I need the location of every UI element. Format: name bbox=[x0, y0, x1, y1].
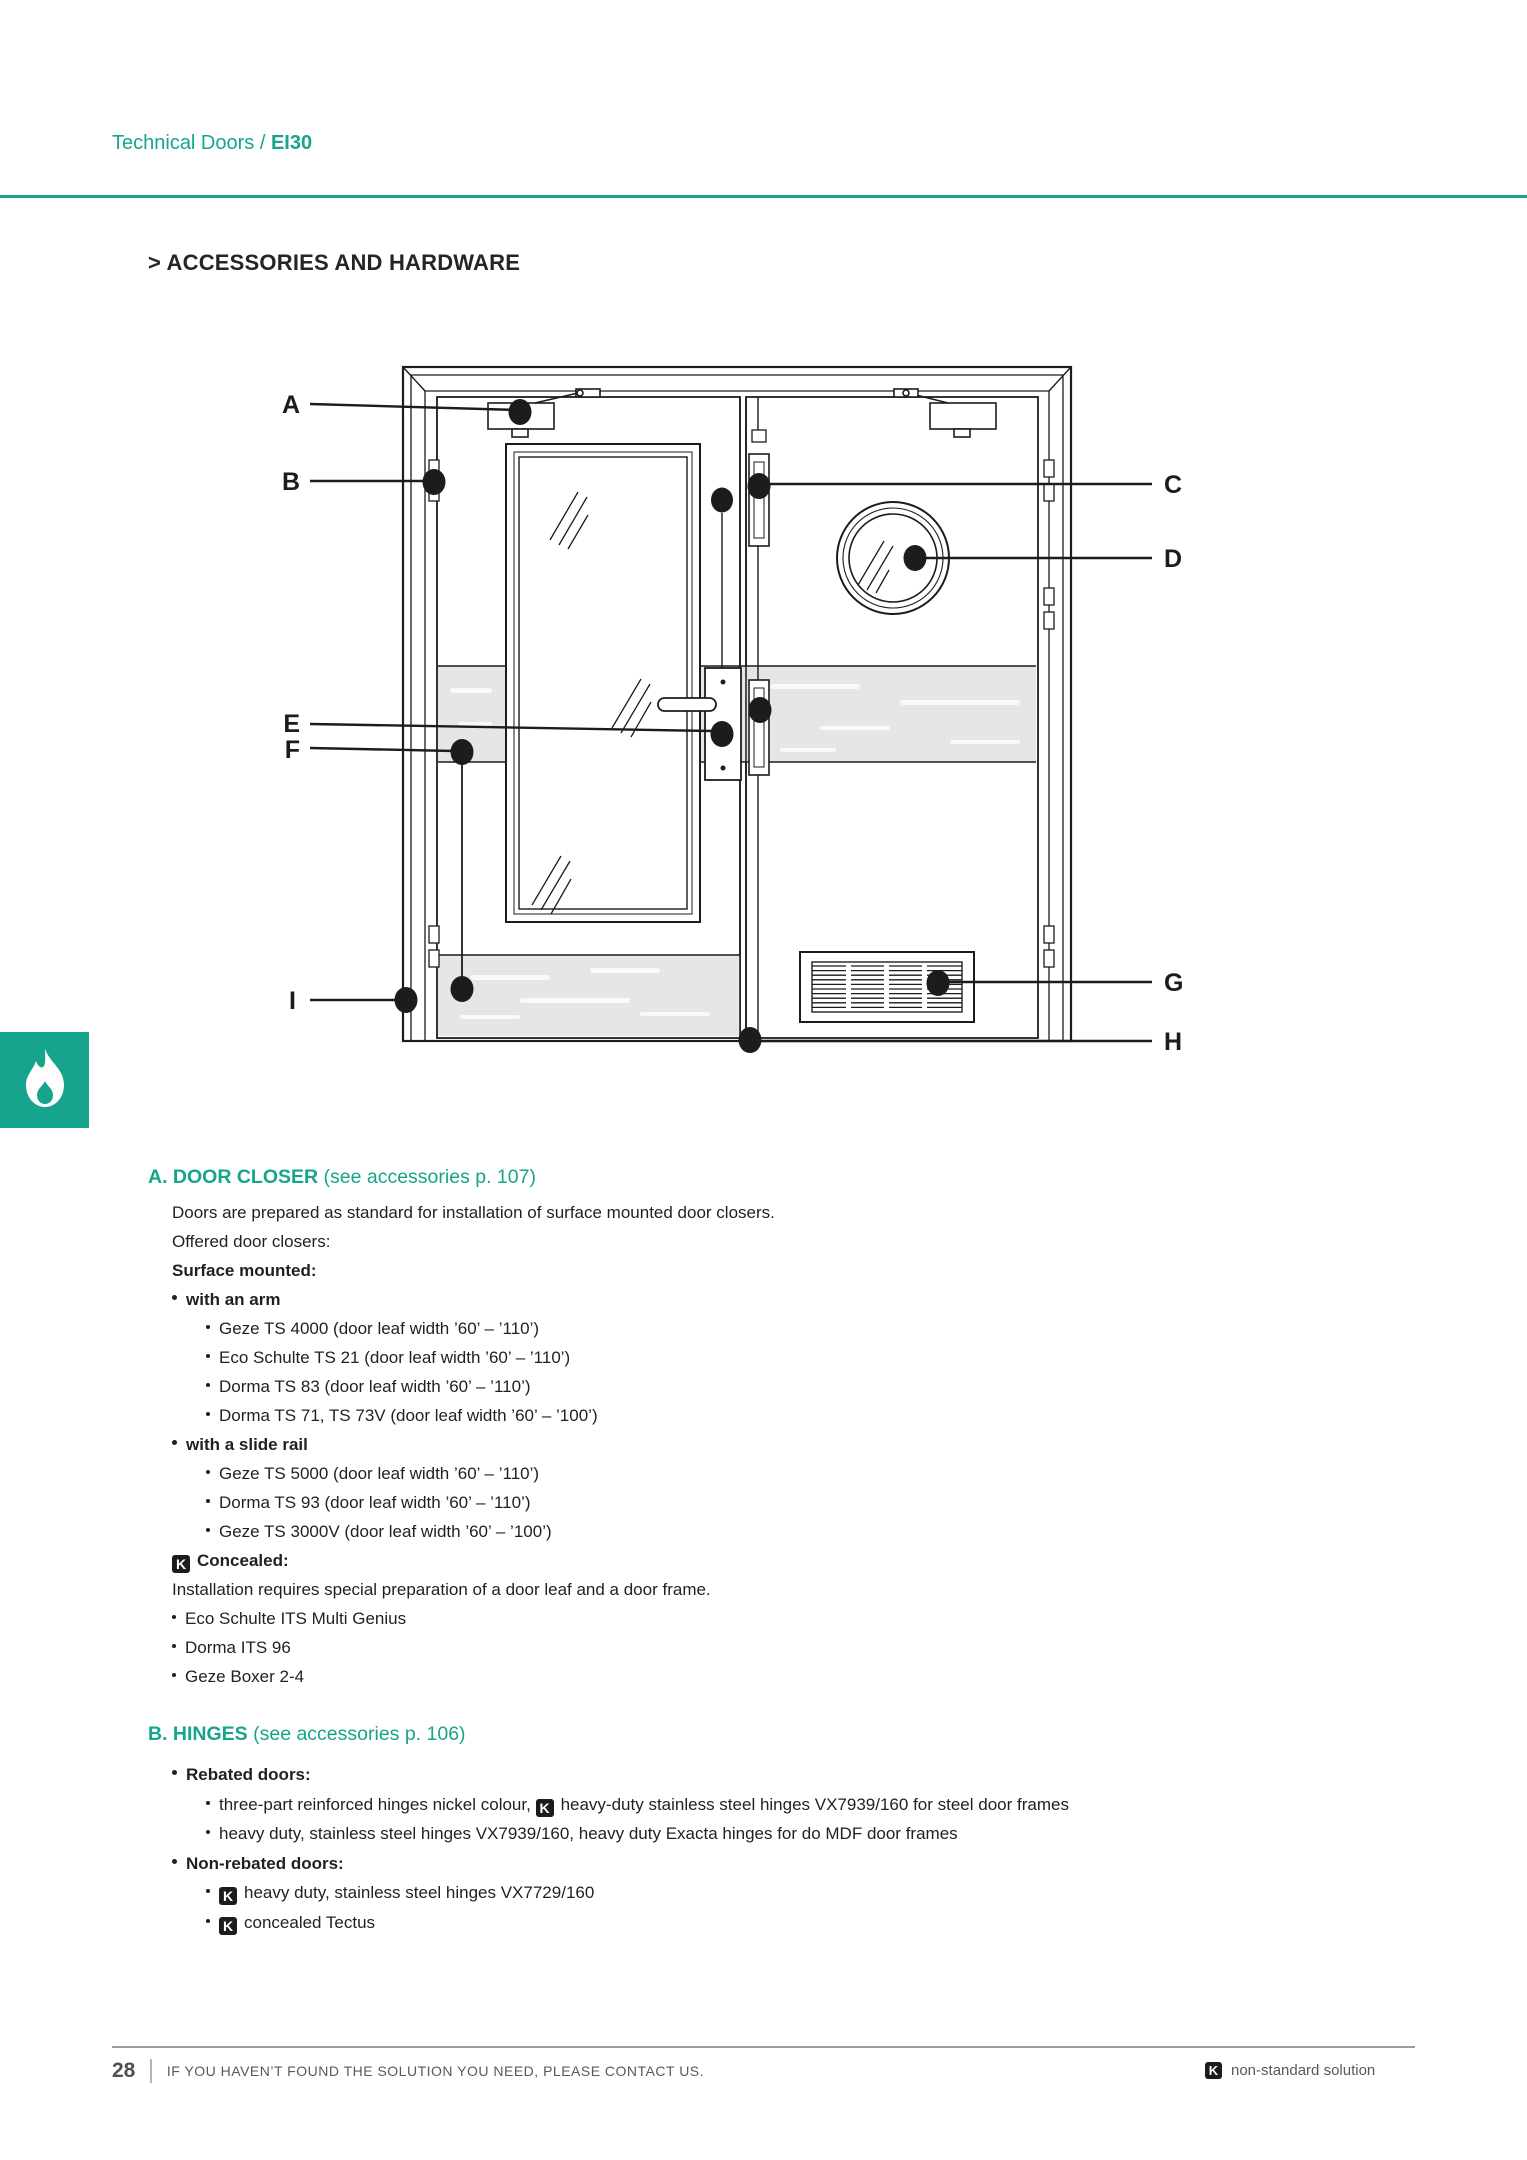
bullet-icon bbox=[172, 1770, 177, 1775]
bullet-icon bbox=[206, 1889, 210, 1893]
list-item: with an arm bbox=[172, 1285, 1452, 1314]
list-item: three-part reinforced hinges nickel colour, K heavy-duty stainless steel hinges VX7939/160 for steel door frames bbox=[172, 1790, 1452, 1820]
bullet-icon bbox=[206, 1801, 210, 1805]
bullet-icon bbox=[206, 1412, 210, 1416]
diagram-label-g: G bbox=[1164, 969, 1184, 997]
section-a-body bbox=[172, 1198, 1452, 1691]
list-item: Eco Schulte ITS Multi Genius bbox=[172, 1604, 1452, 1633]
list-item: K heavy duty, stainless steel hinges VX7729/160 bbox=[172, 1878, 1452, 1908]
bullet-icon bbox=[172, 1295, 177, 1300]
footer-bar bbox=[150, 2059, 152, 2083]
k-logo-icon: K bbox=[219, 1887, 237, 1905]
bullet-icon bbox=[172, 1859, 177, 1864]
bullet-icon bbox=[172, 1440, 177, 1445]
diagram-label-b: B bbox=[281, 468, 300, 496]
callout-line-a bbox=[310, 404, 518, 410]
list-item: Geze TS 4000 (door leaf width ’60’ – ’110’) bbox=[172, 1314, 1452, 1343]
bullet-icon bbox=[206, 1325, 210, 1329]
bullet-icon bbox=[172, 1673, 176, 1677]
lever-handle bbox=[658, 698, 716, 711]
footer-legend bbox=[1205, 2062, 1375, 2079]
list-item: Non-rebated doors: bbox=[172, 1849, 1452, 1879]
diagram-label-a: A bbox=[281, 391, 300, 419]
section-a-title: A. DOOR CLOSER bbox=[148, 1166, 319, 1188]
list-item: with a slide rail bbox=[172, 1430, 1452, 1459]
k-logo-icon: K bbox=[536, 1799, 554, 1817]
footer-note: IF YOU HAVEN’T FOUND THE SOLUTION YOU NEED, PLEASE CONTACT US. bbox=[166, 2063, 705, 2079]
list-item: heavy duty, stainless steel hinges VX7939/160, heavy duty Exacta hinges for do MDF door frames bbox=[172, 1819, 1452, 1849]
breadcrumb-code: EI30 bbox=[270, 132, 313, 154]
page-title: > ACCESSORIES AND HARDWARE bbox=[148, 250, 521, 275]
bullet-icon bbox=[172, 1615, 176, 1619]
bullet-icon bbox=[206, 1383, 210, 1387]
subheading: Surface mounted: bbox=[172, 1261, 317, 1280]
list-item: Geze TS 5000 (door leaf width ’60’ – ’110’) bbox=[172, 1459, 1452, 1488]
diagram-label-d: D bbox=[1164, 545, 1183, 573]
diagram-label-c: C bbox=[1164, 471, 1183, 499]
glazing-panel bbox=[506, 444, 700, 922]
fire-rating-badge bbox=[0, 1032, 89, 1128]
glass-marks bbox=[858, 541, 893, 593]
flame-icon bbox=[14, 1047, 76, 1113]
bullet-icon bbox=[206, 1919, 210, 1923]
callout-line-f bbox=[310, 748, 454, 751]
subheading: K Concealed: bbox=[172, 1546, 1452, 1575]
bullet-icon bbox=[206, 1528, 210, 1532]
door-diagram bbox=[195, 350, 1215, 1055]
k-logo-icon: K bbox=[219, 1917, 237, 1935]
k-logo-icon: K bbox=[1205, 2062, 1222, 2079]
section-b-note: (see accessories p. 106) bbox=[253, 1723, 466, 1745]
section-b-body bbox=[172, 1760, 1452, 1937]
section-a-heading bbox=[148, 1166, 536, 1189]
diagram-label-h: H bbox=[1164, 1028, 1183, 1055]
paragraph: Doors are prepared as standard for installation of surface mounted door closers. bbox=[172, 1203, 775, 1222]
list-item: Dorma TS 71, TS 73V (door leaf width ’60’ – ’100’) bbox=[172, 1401, 1452, 1430]
k-logo-icon: K bbox=[172, 1555, 190, 1573]
list-item: Dorma ITS 96 bbox=[172, 1633, 1452, 1662]
section-a-note: (see accessories p. 107) bbox=[323, 1166, 536, 1188]
bullet-icon bbox=[206, 1470, 210, 1474]
section-b-title: B. HINGES bbox=[148, 1723, 248, 1745]
list-item: Dorma TS 83 (door leaf width ’60’ – ’110’) bbox=[172, 1372, 1452, 1401]
list-item: Rebated doors: bbox=[172, 1760, 1452, 1790]
breadcrumb bbox=[112, 132, 312, 155]
diagram-label-i: I bbox=[289, 987, 296, 1015]
page-number: 28 bbox=[112, 2059, 136, 2082]
list-item: K concealed Tectus bbox=[172, 1908, 1452, 1938]
bullet-icon bbox=[206, 1499, 210, 1503]
footer-legend-text: non-standard solution bbox=[1231, 2062, 1376, 2079]
list-item: Eco Schulte TS 21 (door leaf width ’60’ – ’110’) bbox=[172, 1343, 1452, 1372]
breadcrumb-prefix: Technical Doors / bbox=[112, 132, 271, 154]
diagram-label-e: E bbox=[283, 710, 300, 738]
list-item: Geze TS 3000V (door leaf width ’60’ – ’100’) bbox=[172, 1517, 1452, 1546]
footer-left bbox=[112, 2059, 704, 2083]
paragraph: Installation requires special preparation of a door leaf and a door frame. bbox=[172, 1580, 711, 1599]
diagram-label-f: F bbox=[284, 736, 300, 764]
bullet-icon bbox=[172, 1644, 176, 1648]
section-b-heading bbox=[148, 1723, 466, 1746]
paragraph: Offered door closers: bbox=[172, 1232, 331, 1251]
header-divider bbox=[0, 195, 1527, 198]
footer-divider bbox=[112, 2046, 1415, 2048]
bullet-icon bbox=[206, 1354, 210, 1358]
bullet-icon bbox=[206, 1830, 210, 1834]
kick-plate-bottom bbox=[438, 955, 740, 1036]
list-item: Dorma TS 93 (door leaf width ’60’ – ’110’) bbox=[172, 1488, 1452, 1517]
list-item: Geze Boxer 2-4 bbox=[172, 1662, 1452, 1691]
